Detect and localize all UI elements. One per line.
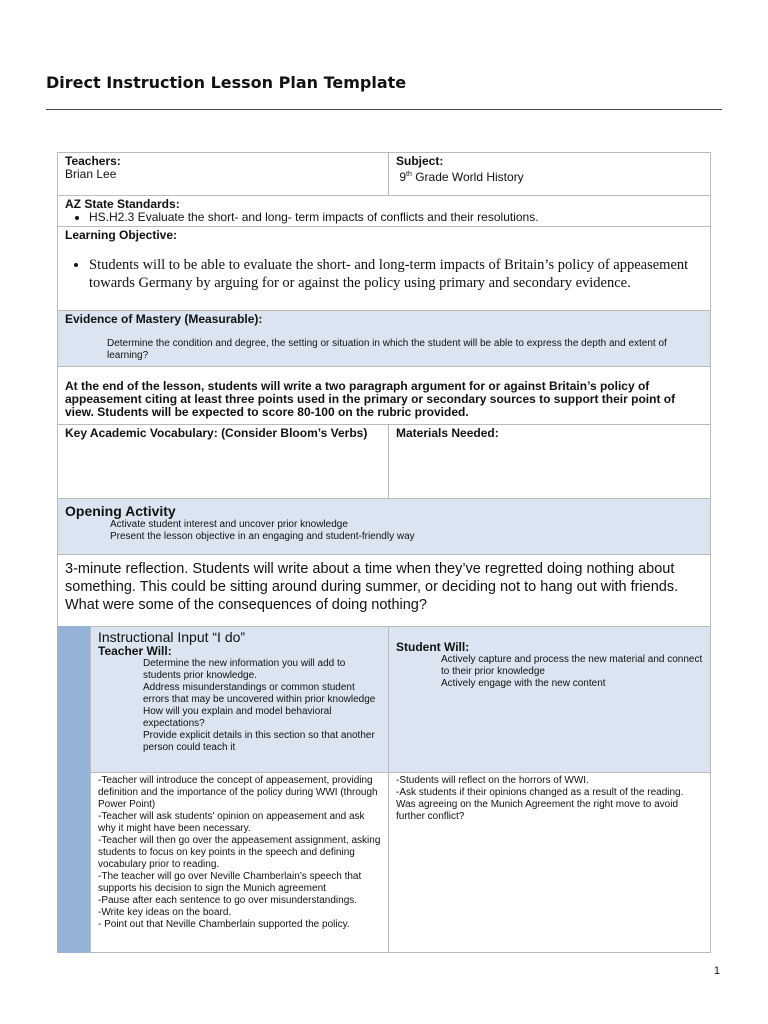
standards-cell	[57, 195, 711, 227]
objective-item: • Students will to be able to evaluate the short- and long-term impacts of Britain’s policy of appeasement towards Germany by arguing for or against the policy using primary and secondary evidence.	[89, 256, 703, 292]
evidence-cell	[57, 310, 711, 367]
page-number: 1	[713, 965, 720, 977]
teacher-plan-item: -The teacher will go over Neville Chamberlain’s speech that supports his decision to sign the Munich agreement	[98, 871, 362, 894]
opening-label: Opening Activity	[65, 503, 176, 519]
student-will-item: Actively capture and process the new material and connect to their prior knowledge	[441, 654, 703, 677]
subject-value	[396, 168, 703, 184]
side-bar	[57, 626, 91, 953]
objective-label: Learning Objective:	[65, 228, 178, 242]
subject-label: Subject:	[396, 154, 444, 168]
student-plan-item: -Ask students if their opinions changed as a result of the reading. Was agreeing on the Munich Agreement the right move to avoid further conflict?	[396, 787, 684, 822]
teacher-plan-item: -Teacher will introduce the concept of appeasement, providing definition and the importance of the policy during WWI (through Power Point)	[98, 775, 378, 810]
teacher-plan-item: -Pause after each sentence to go over misunderstandings.	[98, 895, 358, 906]
teacher-will-label: Teacher Will:	[98, 644, 172, 658]
teacher-plan-cell	[90, 772, 389, 953]
reflection-cell: 3-minute reflection. Students will write about a time when they’ve regretted doing nothing about something. This could be sitting around during summer, or deciding not to hang out with friends. What were some of the consequences of doing nothing?	[57, 554, 711, 627]
student-plan-cell	[388, 772, 711, 953]
teacher-will-item: How will you explain and model behavioral expectations?	[143, 706, 332, 729]
argument-cell: At the end of the lesson, students will write a two paragraph argument for or against Britain’s policy of appeasement citing at least three points used in the primary or secondary sources to support their point of view. Students will be expected to score 80-100 on the rubric provided.	[57, 366, 711, 425]
teachers-value: Brian Lee	[65, 167, 117, 181]
evidence-item: Determine the condition and degree, the setting or situation in which the student will be able to express the depth and extent of learning?	[107, 338, 667, 361]
grade: 9	[399, 170, 407, 184]
opening-item: Present the lesson objective in an engaging and student-friendly way	[110, 531, 415, 542]
objective-cell	[57, 226, 711, 311]
standard-item: • HS.H2.3 Evaluate the short- and long- term impacts of conflicts and their resolutions.	[89, 211, 703, 224]
teachers-cell	[57, 152, 389, 196]
student-will-label: Student Will:	[396, 640, 470, 654]
teacher-will-item: Determine the new information you will add to students prior knowledge.	[143, 658, 346, 681]
opening-cell	[57, 498, 711, 555]
grade-sup: th	[406, 171, 412, 178]
materials-cell: Materials Needed:	[388, 424, 711, 499]
teacher-will-cell	[90, 626, 389, 773]
subject-text: Grade World History	[411, 170, 524, 184]
student-plan-item: -Students will reflect on the horrors of WWI.	[396, 775, 589, 786]
evidence-label: Evidence of Mastery (Measurable):	[65, 312, 263, 326]
subject-cell	[388, 152, 711, 196]
teacher-will-item: Provide explicit details in this section so that another person could teach it	[143, 730, 375, 753]
teacher-plan-item: -Teacher will ask students' opinion on appeasement and ask why it might have been necessary.	[98, 811, 365, 834]
teacher-plan-item: -Write key ideas on the board.	[98, 907, 232, 918]
divider	[46, 109, 722, 110]
opening-item: Activate student interest and uncover prior knowledge	[110, 519, 348, 530]
teacher-plan-item: -Teacher will then go over the appeasement assignment, asking students to focus on key points in the speech and defining vocabulary prior to reading.	[98, 835, 381, 870]
teacher-plan-item: - Point out that Neville Chamberlain supported the policy.	[98, 919, 350, 930]
student-will-cell	[388, 626, 711, 773]
page-title: Direct Instruction Lesson Plan Template	[46, 73, 407, 92]
instructional-label: Instructional Input “I do”	[98, 629, 246, 645]
vocab-cell: Key Academic Vocabulary: (Consider Bloom’s Verbs)	[57, 424, 389, 499]
standards-label: AZ State Standards:	[65, 197, 180, 211]
teachers-label: Teachers:	[65, 154, 121, 168]
student-will-item: Actively engage with the new content	[441, 678, 606, 689]
teacher-will-item: Address misunderstandings or common student errors that may be uncovered within prior knowledge	[143, 682, 376, 705]
